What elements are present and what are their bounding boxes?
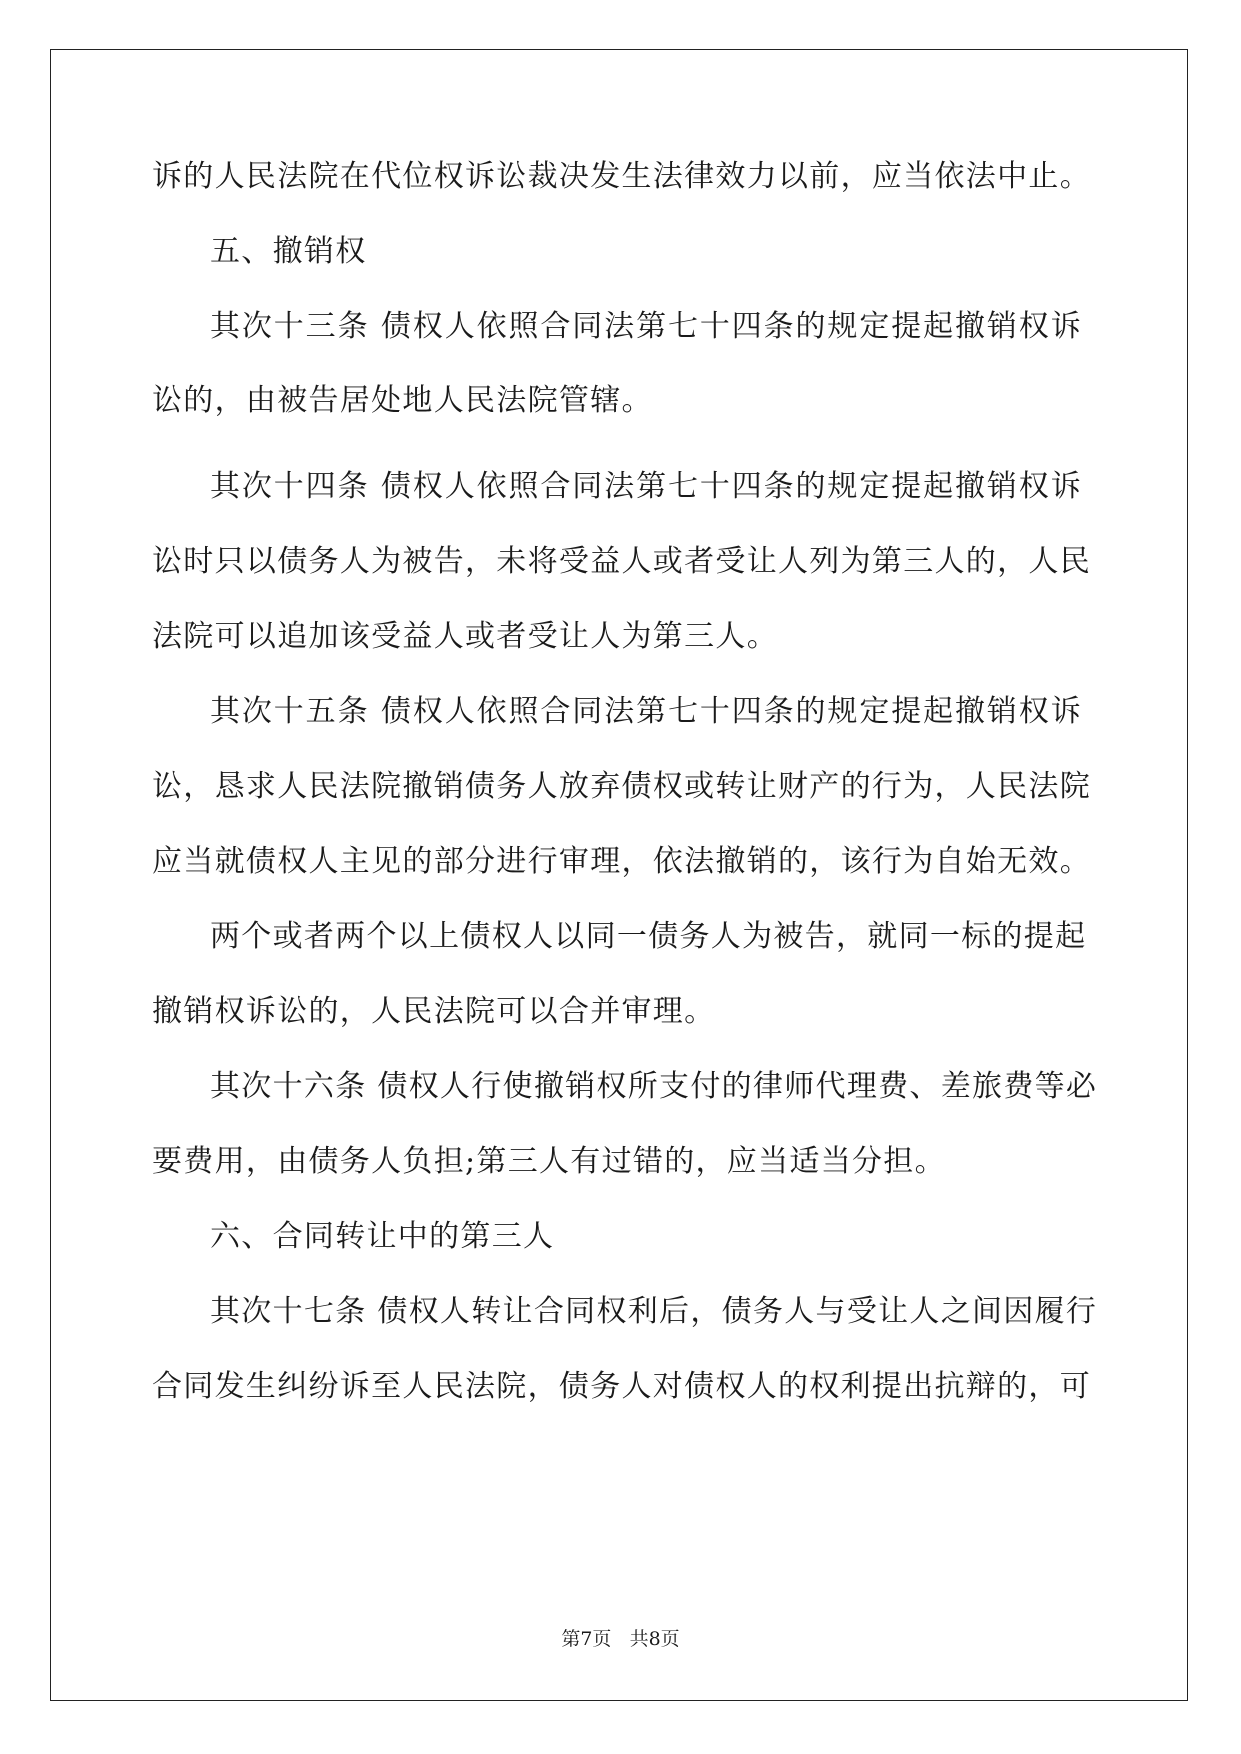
text-line: 讼时只以债务人为被告，未将受益人或者受让人列为第三人的，人民	[152, 544, 1091, 579]
section-heading: 五、撤销权	[210, 234, 367, 269]
section-heading: 六、合同转让中的第三人	[210, 1219, 555, 1254]
text-line: 其次十六条 债权人行使撤销权所支付的律师代理费、差旅费等必	[210, 1069, 1098, 1104]
page-number: 第7页	[561, 1628, 612, 1650]
text-line: 其次十五条 债权人依照合同法第七十四条的规定提起撤销权诉	[210, 694, 1082, 729]
text-line: 撤销权诉讼的，人民法院可以合并审理。	[152, 994, 716, 1029]
text-line: 法院可以追加该受益人或者受让人为第三人。	[152, 619, 778, 654]
text-line: 其次十七条 债权人转让合同权利后，债务人与受让人之间因履行	[210, 1294, 1098, 1329]
text-line: 要费用，由债务人负担;第三人有过错的，应当适当分担。	[152, 1144, 946, 1179]
text-line: 应当就债权人主见的部分进行审理，依法撤销的，该行为自始无效。	[152, 844, 1091, 879]
text-line: 两个或者两个以上债权人以同一债务人为被告，就同一标的提起	[210, 919, 1087, 954]
text-line: 其次十四条 债权人依照合同法第七十四条的规定提起撤销权诉	[210, 469, 1082, 504]
text-line: 讼，恳求人民法院撤销债务人放弃债权或转让财产的行为，人民法院	[152, 769, 1091, 804]
text-line: 讼的，由被告居处地人民法院管辖。	[152, 383, 653, 418]
page-total: 共8页	[629, 1628, 680, 1650]
text-line: 合同发生纠纷诉至人民法院，债务人对债权人的权利提出抗辩的，可	[152, 1369, 1091, 1404]
page-footer	[0, 1627, 1241, 1651]
text-line: 其次十三条 债权人依照合同法第七十四条的规定提起撤销权诉	[210, 309, 1082, 344]
text-line: 诉的人民法院在代位权诉讼裁决发生法律效力以前，应当依法中止。	[152, 159, 1091, 194]
